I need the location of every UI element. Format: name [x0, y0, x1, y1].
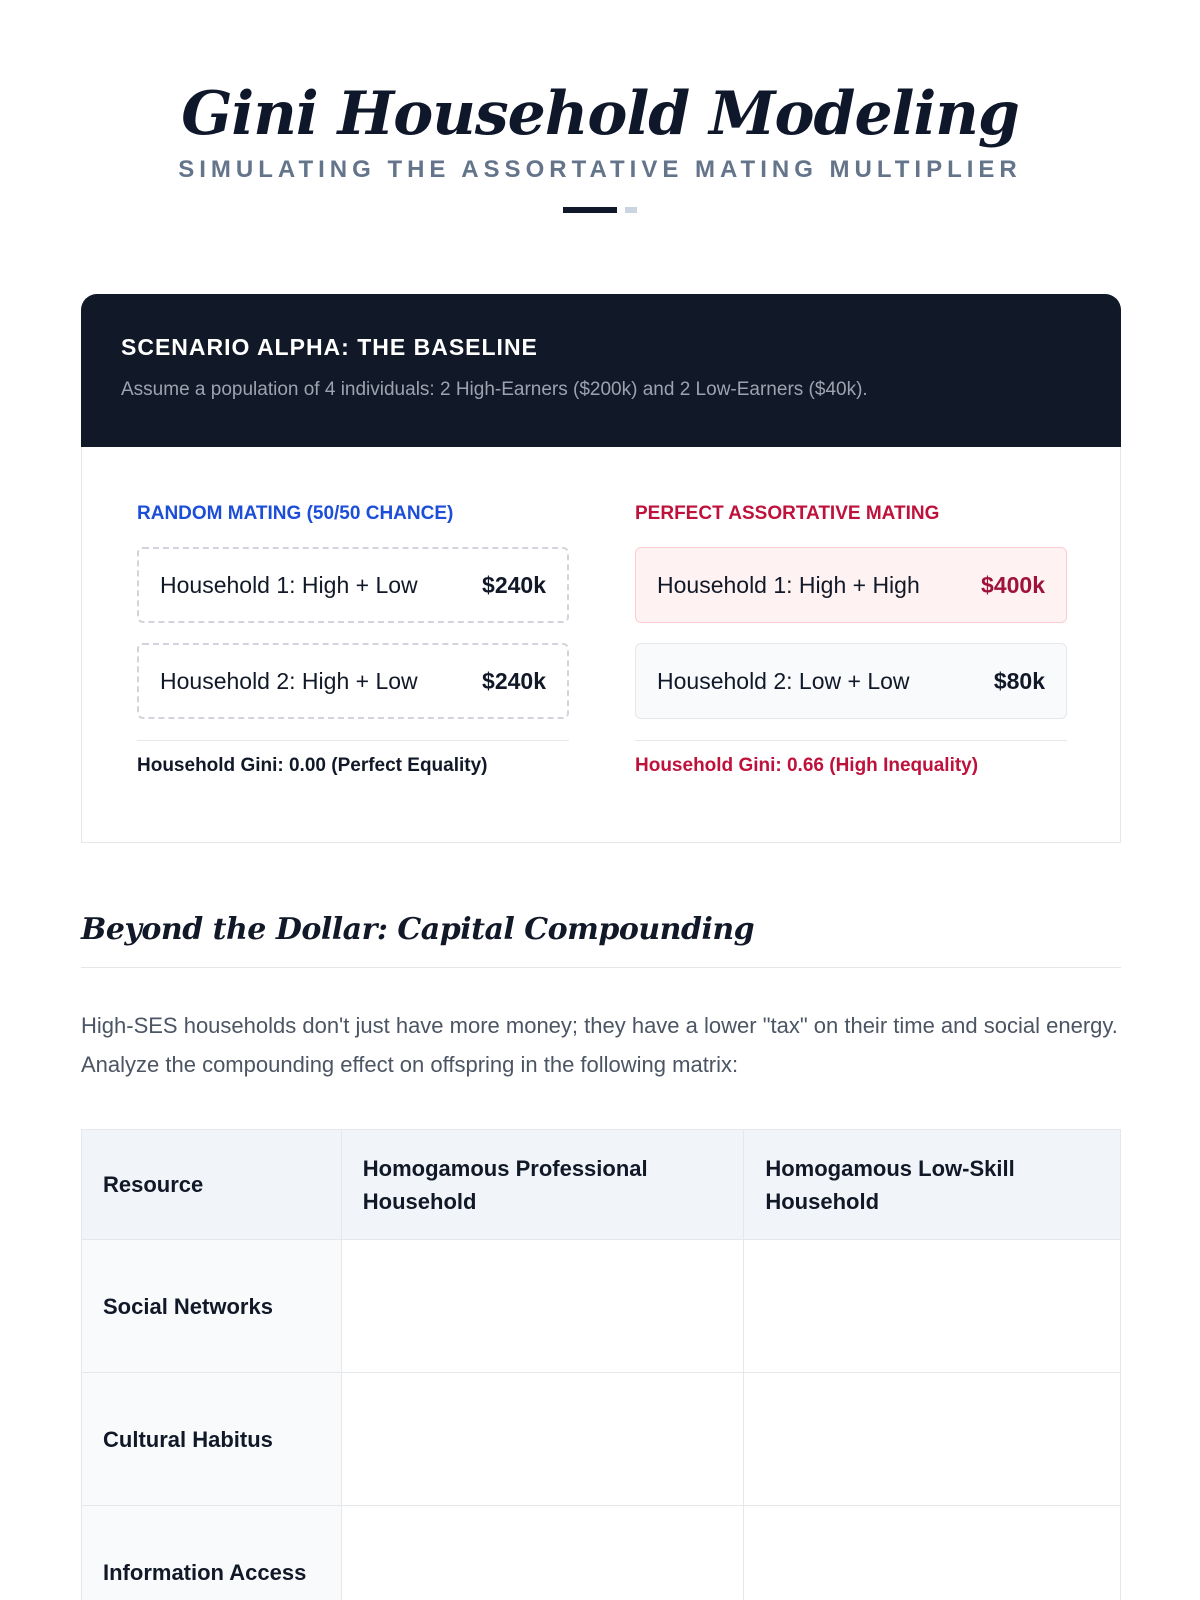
resource-matrix: [81, 1129, 1121, 1600]
matrix-header-professional: Homogamous Professional Household: [341, 1130, 744, 1240]
divider-bar-light: [625, 207, 637, 213]
random-mating-label: RANDOM MATING (50/50 CHANCE): [137, 503, 454, 524]
page-subtitle: SIMULATING THE ASSORTATIVE MATING MULTIPLIER: [178, 156, 1022, 183]
scenario-header: [81, 294, 1121, 447]
assortative-household-2: [635, 643, 1067, 719]
table-row: [82, 1506, 1121, 1600]
table-row: [82, 1373, 1121, 1506]
household-value: $240k: [482, 571, 546, 598]
household-name: Household 2: High + Low: [160, 667, 418, 694]
row-label-information-access: Information Access: [82, 1506, 342, 1600]
random-household-2: [137, 643, 569, 719]
matrix-header-resource: Resource: [82, 1130, 342, 1240]
matrix-cell-low-skill[interactable]: [744, 1240, 1121, 1373]
matrix-cell-professional[interactable]: [341, 1506, 744, 1600]
random-mating-column: [137, 503, 569, 777]
page-title: Gini Household Modeling: [181, 79, 1019, 149]
capital-section: [81, 912, 1121, 1084]
matrix-cell-low-skill[interactable]: [744, 1506, 1121, 1600]
row-label-social-networks: Social Networks: [82, 1240, 342, 1373]
household-value: $240k: [482, 667, 546, 694]
title-divider: [0, 206, 1200, 214]
row-label-cultural-habitus: Cultural Habitus: [82, 1373, 342, 1506]
matrix-cell-professional[interactable]: [341, 1240, 744, 1373]
section-text: High-SES households don't just have more money; they have a lower "tax" on their time and social energy. Analyze the compounding effect on offspring in the following matrix:: [81, 1013, 1118, 1077]
household-value: $400k: [981, 571, 1045, 598]
assortative-household-1: [635, 547, 1067, 623]
assortative-gini-result: Household Gini: 0.66 (High Inequality): [635, 740, 1067, 777]
scenario-body: [81, 447, 1121, 843]
table-row: [82, 1240, 1121, 1373]
matrix-header-row: [82, 1130, 1121, 1240]
assortative-mating-label: PERFECT ASSORTATIVE MATING: [635, 503, 940, 524]
household-name: Household 2: Low + Low: [657, 667, 910, 694]
scenario-card: [81, 294, 1121, 843]
matrix-cell-professional[interactable]: [341, 1373, 744, 1506]
household-value: $80k: [993, 667, 1045, 694]
page-header: [0, 0, 1200, 214]
scenario-title: SCENARIO ALPHA: THE BASELINE: [121, 334, 538, 360]
household-name: Household 1: High + High: [657, 571, 920, 598]
household-name: Household 1: High + Low: [160, 571, 418, 598]
assortative-mating-column: [635, 503, 1067, 777]
scenario-description: Assume a population of 4 individuals: 2 High-Earners ($200k) and 2 Low-Earners ($40k).: [121, 379, 868, 400]
random-gini-result: Household Gini: 0.00 (Perfect Equality): [137, 740, 569, 777]
matrix-cell-low-skill[interactable]: [744, 1373, 1121, 1506]
matrix-header-low-skill: Homogamous Low-Skill Household: [744, 1130, 1121, 1240]
random-household-1: [137, 547, 569, 623]
divider-bar-dark: [563, 207, 617, 213]
section-title: Beyond the Dollar: Capital Compounding: [81, 912, 1121, 968]
